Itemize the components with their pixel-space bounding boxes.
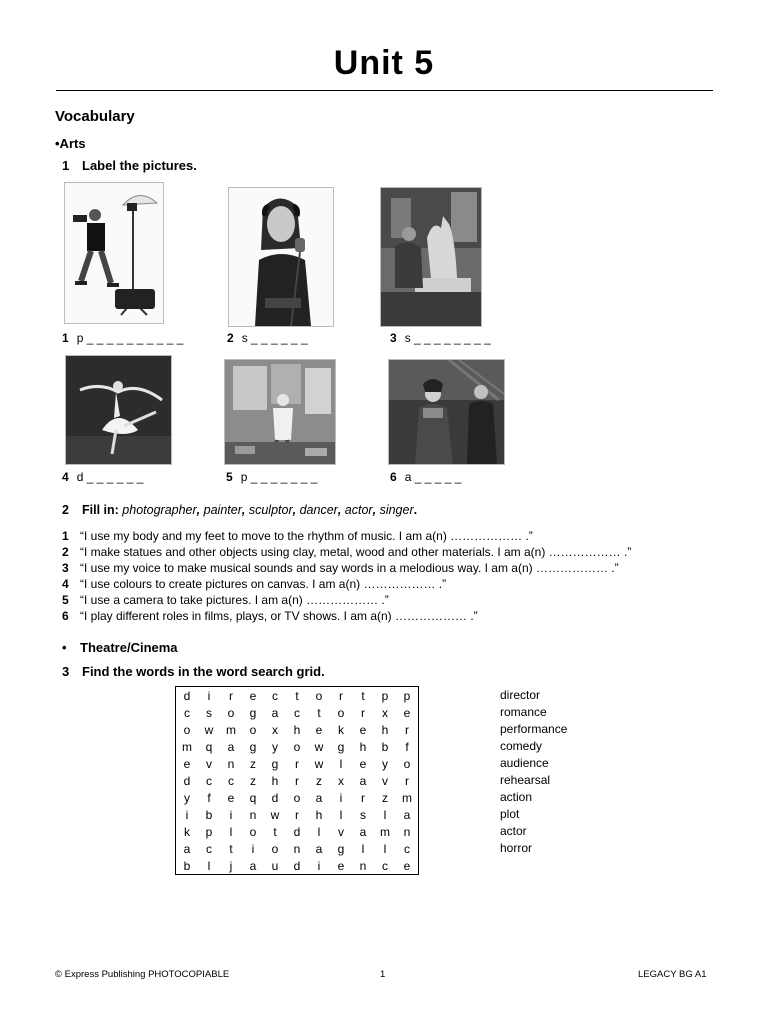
- grid-cell[interactable]: l: [229, 824, 233, 839]
- grid-cell[interactable]: q: [205, 739, 213, 754]
- actor-photo: [388, 359, 505, 465]
- label-blank-1[interactable]: [62, 331, 183, 345]
- grid-cell[interactable]: h: [271, 773, 279, 788]
- word-option: photographer: [122, 503, 197, 517]
- sentence-text: “I use a camera to take pictures. I am a(n) ……………… .”: [80, 593, 389, 607]
- grid-cell[interactable]: g: [337, 841, 345, 856]
- grid-cell[interactable]: q: [249, 790, 257, 805]
- grid-cell[interactable]: s: [206, 705, 212, 720]
- photographer-photo: [64, 182, 164, 324]
- grid-cell[interactable]: m: [226, 722, 236, 737]
- sentence-5[interactable]: [62, 593, 389, 607]
- label-number: 3: [390, 331, 397, 345]
- word-list-item: audience: [500, 756, 549, 770]
- grid-cell[interactable]: i: [339, 790, 343, 805]
- word-list-item: director: [500, 688, 541, 702]
- grid-cell[interactable]: e: [183, 756, 191, 771]
- grid-cell[interactable]: h: [381, 722, 389, 737]
- grid-cell[interactable]: x: [272, 722, 278, 737]
- grid-cell[interactable]: o: [183, 722, 191, 737]
- word-list: [500, 689, 567, 859]
- grid-cell[interactable]: p: [205, 824, 213, 839]
- dancer-photo: [65, 355, 172, 465]
- grid-cell[interactable]: e: [359, 722, 367, 737]
- grid-cell[interactable]: g: [249, 705, 257, 720]
- word-list-item: actor: [500, 824, 527, 838]
- grid-cell[interactable]: r: [295, 807, 299, 822]
- grid-cell[interactable]: y: [184, 790, 190, 805]
- grid-cell[interactable]: y: [382, 756, 388, 771]
- label-blank-5[interactable]: [226, 470, 317, 484]
- grid-cell[interactable]: n: [293, 841, 301, 856]
- grid-cell[interactable]: e: [359, 756, 367, 771]
- grid-cell[interactable]: r: [339, 688, 343, 703]
- grid-cell[interactable]: o: [293, 739, 301, 754]
- sculptor-illustration: [381, 188, 481, 326]
- word-list-item: rehearsal: [500, 773, 551, 787]
- sentence-number: 4: [62, 577, 69, 591]
- grid-cell[interactable]: d: [183, 688, 191, 703]
- grid-cell[interactable]: e: [249, 688, 257, 703]
- label-hint: s _ _ _ _ _ _ _ _: [404, 331, 491, 345]
- grid-cell[interactable]: i: [229, 807, 233, 822]
- grid-cell[interactable]: l: [339, 756, 343, 771]
- word-option: dancer: [299, 503, 338, 517]
- word-option: painter: [203, 503, 242, 517]
- word-option: sculptor: [248, 503, 293, 517]
- word-option: actor: [344, 503, 373, 517]
- exercise-instruction: Find the words in the word search grid.: [82, 664, 325, 679]
- exercise-3-heading: [62, 664, 325, 679]
- sentence-6[interactable]: [62, 609, 478, 623]
- exercise-number: 1: [62, 158, 70, 173]
- grid-cell[interactable]: m: [402, 790, 412, 805]
- label-number: 1: [62, 331, 69, 345]
- sentence-1[interactable]: [62, 529, 533, 543]
- label-number: 6: [390, 470, 397, 484]
- grid-cell[interactable]: u: [271, 858, 279, 873]
- grid-cell[interactable]: i: [207, 688, 211, 703]
- label-number: 5: [226, 470, 233, 484]
- label-hint: s _ _ _ _ _ _: [241, 331, 308, 345]
- grid-cell[interactable]: a: [183, 841, 191, 856]
- word-option: singer: [379, 503, 414, 517]
- label-hint: p _ _ _ _ _ _ _ _ _ _: [76, 331, 184, 345]
- grid-cell[interactable]: l: [361, 841, 365, 856]
- grid-cell[interactable]: w: [270, 807, 280, 822]
- grid-cell[interactable]: v: [206, 756, 212, 771]
- grid-cell[interactable]: p: [381, 688, 389, 703]
- grid-cell[interactable]: m: [380, 824, 390, 839]
- grid-cell[interactable]: p: [403, 688, 411, 703]
- grid-cell[interactable]: t: [361, 688, 365, 703]
- grid-cell[interactable]: a: [249, 858, 257, 873]
- grid-cell[interactable]: r: [295, 756, 299, 771]
- grid-cell[interactable]: f: [207, 790, 211, 805]
- bullet-icon: •: [62, 640, 67, 655]
- label-blank-4[interactable]: [62, 470, 143, 484]
- grid-cell[interactable]: k: [338, 722, 344, 737]
- grid-cell[interactable]: r: [405, 773, 409, 788]
- grid-cell[interactable]: z: [382, 790, 388, 805]
- painter-photo: [224, 359, 336, 465]
- grid-cell[interactable]: g: [337, 739, 345, 754]
- grid-cell[interactable]: n: [359, 858, 367, 873]
- grid-cell[interactable]: l: [339, 807, 343, 822]
- exercise-number: 3: [62, 664, 70, 679]
- grid-cell[interactable]: v: [382, 773, 388, 788]
- grid-cell[interactable]: l: [207, 858, 211, 873]
- grid-cell[interactable]: d: [183, 773, 191, 788]
- grid-cell[interactable]: h: [293, 722, 301, 737]
- grid-row: [176, 704, 419, 721]
- footer-book-code: LEGACY BG A1: [638, 969, 707, 980]
- grid-cell[interactable]: v: [338, 824, 344, 839]
- grid-cell[interactable]: n: [249, 807, 257, 822]
- exercise-number: 2: [62, 503, 69, 517]
- grid-cell[interactable]: k: [184, 824, 190, 839]
- grid-cell[interactable]: e: [227, 790, 235, 805]
- photographer-illustration: [65, 183, 163, 323]
- actor-illustration: [389, 360, 504, 464]
- title-divider: [56, 90, 713, 91]
- subsection-arts: •Arts: [55, 136, 86, 151]
- grid-cell[interactable]: j: [229, 858, 233, 873]
- sentence-text: “I make statues and other objects using clay, metal, wood and other materials. I am a(n) ……………… .”: [80, 545, 632, 559]
- grid-cell[interactable]: f: [405, 739, 409, 754]
- grid-cell[interactable]: w: [314, 756, 324, 771]
- sentence-text: “I use colours to create pictures on canvas. I am a(n) ……………… .”: [80, 577, 447, 591]
- grid-cell[interactable]: o: [227, 705, 235, 720]
- grid-cell[interactable]: z: [250, 756, 256, 771]
- grid-cell[interactable]: d: [271, 790, 279, 805]
- word-search-grid[interactable]: [175, 686, 419, 875]
- grid-cell[interactable]: w: [204, 722, 214, 737]
- grid-cell[interactable]: y: [272, 739, 278, 754]
- grid-cell[interactable]: c: [206, 773, 212, 788]
- word-list-item: plot: [500, 807, 520, 821]
- label-blank-6[interactable]: [390, 470, 461, 484]
- grid-cell[interactable]: l: [383, 841, 387, 856]
- grid-cell[interactable]: o: [337, 705, 345, 720]
- label-hint: p _ _ _ _ _ _ _: [240, 470, 318, 484]
- grid-cell[interactable]: r: [361, 705, 365, 720]
- grid-row: [176, 772, 419, 789]
- sentence-number: 1: [62, 529, 69, 543]
- dancer-illustration: [66, 356, 171, 464]
- grid-cell[interactable]: c: [294, 705, 300, 720]
- grid-cell[interactable]: o: [403, 756, 411, 771]
- grid-cell[interactable]: m: [182, 739, 192, 754]
- grid-cell[interactable]: a: [315, 790, 323, 805]
- word-list-item: performance: [500, 722, 568, 736]
- sentence-4[interactable]: [62, 577, 446, 591]
- sentence-number: 2: [62, 545, 69, 559]
- grid-cell[interactable]: r: [295, 773, 299, 788]
- grid-cell[interactable]: x: [382, 705, 388, 720]
- grid-cell[interactable]: b: [381, 739, 389, 754]
- grid-cell[interactable]: a: [403, 807, 411, 822]
- grid-cell[interactable]: e: [403, 858, 411, 873]
- exercise-instruction: Label the pictures.: [82, 158, 197, 173]
- grid-cell[interactable]: i: [185, 807, 189, 822]
- footer-page-number: 1: [380, 969, 386, 980]
- grid-cell[interactable]: e: [337, 858, 345, 873]
- subsection-theatre-cinema: [62, 640, 178, 655]
- sculptor-photo: [380, 187, 482, 327]
- sentence-text: “I play different roles in films, plays, or TV shows. I am a(n) ……………… .”: [80, 609, 478, 623]
- grid-cell[interactable]: g: [271, 756, 279, 771]
- grid-row: [176, 789, 419, 806]
- grid-cell[interactable]: o: [249, 824, 257, 839]
- grid-cell[interactable]: a: [227, 739, 235, 754]
- grid-row: [176, 823, 419, 840]
- grid-cell[interactable]: t: [273, 824, 277, 839]
- grid-row: [176, 806, 419, 823]
- grid-cell[interactable]: c: [228, 773, 234, 788]
- grid-cell[interactable]: n: [227, 756, 235, 771]
- sentence-number: 3: [62, 561, 69, 575]
- grid-cell[interactable]: l: [383, 807, 387, 822]
- grid-cell[interactable]: h: [359, 739, 367, 754]
- subsection-title: Theatre/Cinema: [80, 640, 178, 655]
- grid-cell[interactable]: n: [403, 824, 411, 839]
- grid-cell[interactable]: o: [315, 688, 323, 703]
- sentence-3[interactable]: [62, 561, 619, 575]
- page-title: Unit 5: [333, 44, 435, 82]
- grid-row: [176, 721, 419, 738]
- grid-cell[interactable]: d: [293, 824, 301, 839]
- grid-cell[interactable]: c: [382, 858, 388, 873]
- grid-cell[interactable]: r: [361, 790, 365, 805]
- word-list-item: horror: [500, 841, 533, 855]
- sentence-text: “I use my body and my feet to move to the rhythm of music. I am a(n) ……………… .”: [80, 529, 533, 543]
- grid-row: [176, 857, 419, 875]
- grid-cell[interactable]: x: [338, 773, 344, 788]
- label-number: 2: [227, 331, 234, 345]
- grid-cell[interactable]: d: [293, 858, 301, 873]
- word-list-item: comedy: [500, 739, 543, 753]
- grid-cell[interactable]: o: [271, 841, 279, 856]
- sentence-2[interactable]: [62, 545, 631, 559]
- grid-cell[interactable]: h: [315, 807, 323, 822]
- grid-cell[interactable]: o: [293, 790, 301, 805]
- exercise-1-heading: [62, 158, 197, 173]
- grid-cell[interactable]: a: [359, 773, 367, 788]
- section-heading-vocabulary: Vocabulary: [55, 108, 135, 125]
- grid-cell[interactable]: l: [317, 824, 321, 839]
- singer-illustration: [229, 188, 333, 326]
- exercise-instruction: Fill in:: [82, 503, 119, 517]
- grid-cell[interactable]: r: [229, 688, 233, 703]
- grid-cell[interactable]: z: [250, 773, 256, 788]
- sentence-number: 5: [62, 593, 69, 607]
- grid-cell[interactable]: b: [183, 858, 191, 873]
- grid-cell[interactable]: a: [315, 841, 323, 856]
- label-blank-2[interactable]: [227, 331, 308, 345]
- label-hint: a _ _ _ _ _: [404, 470, 462, 484]
- exercise-2-heading: 2 Fill in: photographer, painter, sculptor, dancer, actor, singer.: [62, 503, 418, 517]
- grid-cell[interactable]: t: [317, 705, 321, 720]
- grid-cell[interactable]: r: [405, 722, 409, 737]
- grid-row: [176, 755, 419, 772]
- sentence-text: “I use my voice to make musical sounds and say words in a melodious way. I am a(n) ……………… .”: [80, 561, 619, 575]
- grid-cell[interactable]: c: [206, 841, 212, 856]
- grid-cell[interactable]: e: [315, 722, 323, 737]
- grid-cell[interactable]: i: [317, 858, 321, 873]
- grid-cell[interactable]: c: [184, 705, 190, 720]
- label-hint: d _ _ _ _ _ _: [76, 470, 144, 484]
- singer-photo: [228, 187, 334, 327]
- grid-cell[interactable]: c: [272, 688, 278, 703]
- grid-cell[interactable]: e: [403, 705, 411, 720]
- grid-cell[interactable]: w: [314, 739, 324, 754]
- grid-cell[interactable]: z: [316, 773, 322, 788]
- grid-cell[interactable]: t: [229, 841, 233, 856]
- grid-cell[interactable]: o: [249, 722, 257, 737]
- grid-cell[interactable]: g: [249, 739, 257, 754]
- painter-illustration: [225, 360, 335, 464]
- label-blank-3[interactable]: [390, 331, 491, 345]
- grid-row: [176, 687, 419, 705]
- grid-cell[interactable]: c: [404, 841, 410, 856]
- word-list-item: romance: [500, 705, 547, 719]
- sentence-number: 6: [62, 609, 69, 623]
- grid-cell[interactable]: a: [271, 705, 279, 720]
- grid-cell[interactable]: s: [360, 807, 366, 822]
- grid-row: [176, 840, 419, 857]
- word-list-item: action: [500, 790, 533, 804]
- grid-cell[interactable]: a: [359, 824, 367, 839]
- grid-cell[interactable]: i: [251, 841, 255, 856]
- grid-row: [176, 738, 419, 755]
- label-number: 4: [62, 470, 69, 484]
- footer-copyright: © Express Publishing PHOTOCOPIABLE: [55, 969, 230, 980]
- grid-cell[interactable]: b: [205, 807, 213, 822]
- grid-cell[interactable]: t: [295, 688, 299, 703]
